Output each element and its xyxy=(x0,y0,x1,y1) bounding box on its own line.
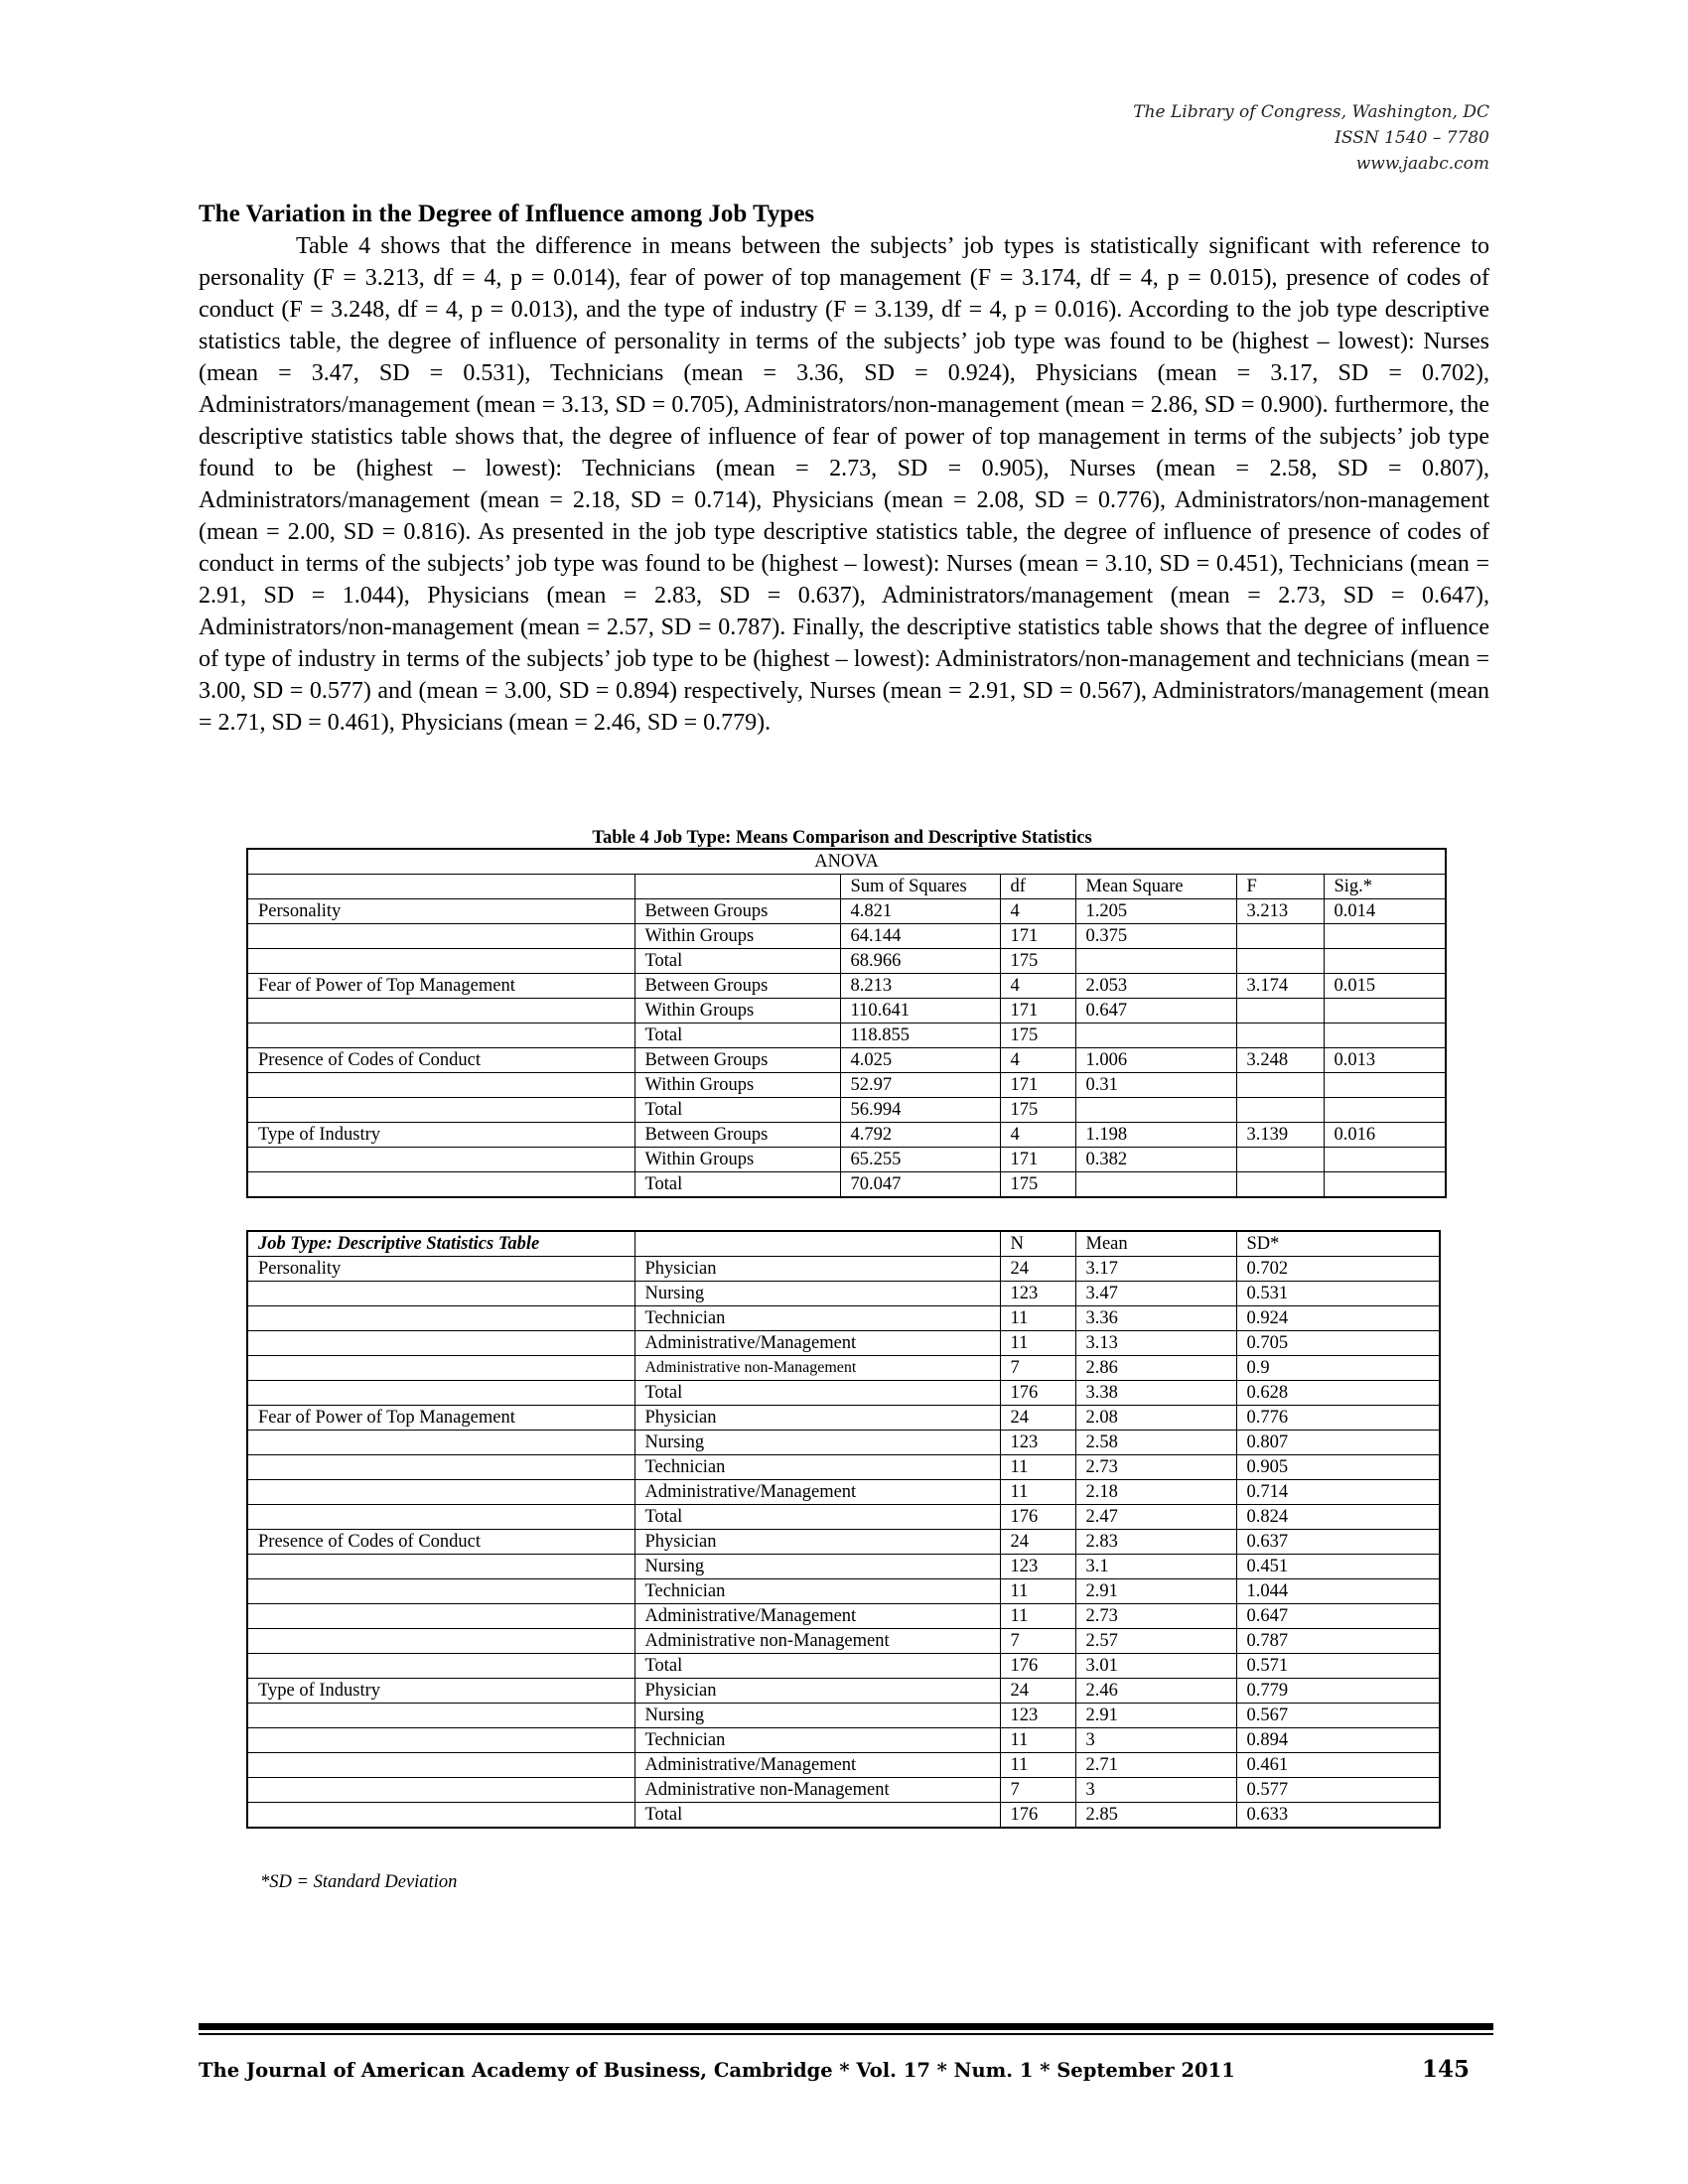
anova-cell: 175 xyxy=(1000,949,1075,974)
anova-row xyxy=(247,1073,1446,1098)
descriptive-cell xyxy=(247,1629,634,1654)
anova-cell xyxy=(1236,1073,1324,1098)
anova-cell: Between Groups xyxy=(634,1123,840,1148)
header-issn: ISSN 1540 – 7780 xyxy=(1335,128,1489,148)
descriptive-cell: 2.91 xyxy=(1075,1579,1236,1604)
anova-cell xyxy=(247,1172,634,1198)
anova-row xyxy=(247,1048,1446,1073)
descriptive-cell: 176 xyxy=(1000,1381,1075,1406)
descriptive-row xyxy=(247,1406,1440,1431)
descriptive-cell: Nursing xyxy=(634,1431,1000,1455)
descriptive-cell: 176 xyxy=(1000,1505,1075,1530)
descriptive-cell: Technician xyxy=(634,1728,1000,1753)
anova-cell xyxy=(247,1098,634,1123)
descriptive-cell: Administrative/Management xyxy=(634,1331,1000,1356)
anova-table xyxy=(246,848,1447,1198)
anova-cell xyxy=(1075,1098,1236,1123)
anova-cell xyxy=(247,1024,634,1048)
descriptive-table-label: Job Type: Descriptive Statistics Table xyxy=(247,1231,634,1257)
descriptive-cell: 2.86 xyxy=(1075,1356,1236,1381)
descriptive-cell: 0.787 xyxy=(1236,1629,1440,1654)
descriptive-stats-table xyxy=(246,1230,1441,1829)
descriptive-cell: 2.46 xyxy=(1075,1679,1236,1704)
anova-cell xyxy=(1236,1148,1324,1172)
descriptive-cell: 24 xyxy=(1000,1679,1075,1704)
anova-header-cell: Sig.* xyxy=(1324,875,1446,899)
descriptive-cell xyxy=(247,1356,634,1381)
descriptive-cell: Administrative/Management xyxy=(634,1753,1000,1778)
descriptive-cell: 2.57 xyxy=(1075,1629,1236,1654)
descriptive-cell: 2.73 xyxy=(1075,1604,1236,1629)
descriptive-cell: Total xyxy=(634,1381,1000,1406)
descriptive-row xyxy=(247,1654,1440,1679)
anova-cell: 8.213 xyxy=(840,974,1000,999)
anova-row xyxy=(247,949,1446,974)
anova-cell xyxy=(1324,1073,1446,1098)
anova-cell xyxy=(1075,1172,1236,1198)
descriptive-cell: 2.71 xyxy=(1075,1753,1236,1778)
descriptive-row xyxy=(247,1579,1440,1604)
anova-cell: Type of Industry xyxy=(247,1123,634,1148)
descriptive-cell: Presence of Codes of Conduct xyxy=(247,1530,634,1555)
descriptive-cell: 2.91 xyxy=(1075,1704,1236,1728)
descriptive-cell xyxy=(247,1555,634,1579)
anova-row xyxy=(247,1098,1446,1123)
anova-header-cell xyxy=(634,875,840,899)
descriptive-cell: 2.83 xyxy=(1075,1530,1236,1555)
descriptive-cell: 3.01 xyxy=(1075,1654,1236,1679)
anova-cell: 4 xyxy=(1000,1123,1075,1148)
anova-row xyxy=(247,924,1446,949)
anova-cell: 3.213 xyxy=(1236,899,1324,924)
descriptive-cell: 24 xyxy=(1000,1530,1075,1555)
anova-cell: Total xyxy=(634,1098,840,1123)
anova-cell: 64.144 xyxy=(840,924,1000,949)
anova-cell xyxy=(1324,924,1446,949)
anova-cell: 52.97 xyxy=(840,1073,1000,1098)
descriptive-cell: Administrative non-Management xyxy=(634,1629,1000,1654)
anova-cell: Presence of Codes of Conduct xyxy=(247,1048,634,1073)
anova-cell: Total xyxy=(634,1172,840,1198)
anova-cell xyxy=(1324,1098,1446,1123)
descriptive-row xyxy=(247,1282,1440,1306)
descriptive-row xyxy=(247,1331,1440,1356)
descriptive-header-cell: SD* xyxy=(1236,1231,1440,1257)
anova-cell: 4 xyxy=(1000,899,1075,924)
descriptive-cell: 0.567 xyxy=(1236,1704,1440,1728)
header-library: The Library of Congress, Washington, DC xyxy=(1133,102,1489,122)
anova-cell: 68.966 xyxy=(840,949,1000,974)
descriptive-cell xyxy=(247,1480,634,1505)
anova-row xyxy=(247,1148,1446,1172)
anova-cell xyxy=(247,999,634,1024)
descriptive-cell: 24 xyxy=(1000,1257,1075,1282)
descriptive-cell: Type of Industry xyxy=(247,1679,634,1704)
descriptive-cell: 2.18 xyxy=(1075,1480,1236,1505)
anova-cell: Within Groups xyxy=(634,1073,840,1098)
descriptive-row xyxy=(247,1555,1440,1579)
descriptive-row xyxy=(247,1803,1440,1829)
descriptive-cell: 3.13 xyxy=(1075,1331,1236,1356)
anova-cell: 175 xyxy=(1000,1024,1075,1048)
anova-cell: 2.053 xyxy=(1075,974,1236,999)
anova-cell: 3.139 xyxy=(1236,1123,1324,1148)
descriptive-cell xyxy=(247,1431,634,1455)
anova-cell: 4.025 xyxy=(840,1048,1000,1073)
table-caption: Table 4 Job Type: Means Comparison and Descriptive Statistics xyxy=(592,828,1092,848)
anova-cell: Total xyxy=(634,1024,840,1048)
descriptive-cell: 0.577 xyxy=(1236,1778,1440,1803)
descriptive-row xyxy=(247,1604,1440,1629)
anova-cell xyxy=(1075,1024,1236,1048)
anova-header-cell: Mean Square xyxy=(1075,875,1236,899)
anova-cell xyxy=(1236,949,1324,974)
anova-cell: 0.016 xyxy=(1324,1123,1446,1148)
descriptive-cell: 123 xyxy=(1000,1555,1075,1579)
anova-header-row xyxy=(247,875,1446,899)
anova-cell: 4 xyxy=(1000,1048,1075,1073)
descriptive-cell: Administrative non-Management xyxy=(634,1356,1000,1381)
descriptive-row xyxy=(247,1629,1440,1654)
descriptive-cell xyxy=(247,1803,634,1829)
anova-cell: Within Groups xyxy=(634,1148,840,1172)
anova-cell: 171 xyxy=(1000,1148,1075,1172)
descriptive-cell: Nursing xyxy=(634,1555,1000,1579)
anova-cell: 1.205 xyxy=(1075,899,1236,924)
anova-cell: Between Groups xyxy=(634,899,840,924)
table-footnote: *SD = Standard Deviation xyxy=(260,1872,458,1892)
anova-cell: Between Groups xyxy=(634,1048,840,1073)
descriptive-cell: 11 xyxy=(1000,1604,1075,1629)
descriptive-cell: 7 xyxy=(1000,1778,1075,1803)
anova-header-cell xyxy=(247,875,634,899)
header-website: www.jaabc.com xyxy=(1355,154,1489,174)
anova-cell xyxy=(247,1148,634,1172)
anova-row xyxy=(247,1172,1446,1198)
anova-cell: 4 xyxy=(1000,974,1075,999)
descriptive-cell: 11 xyxy=(1000,1579,1075,1604)
anova-cell: Total xyxy=(634,949,840,974)
descriptive-cell: 2.58 xyxy=(1075,1431,1236,1455)
descriptive-cell: 2.47 xyxy=(1075,1505,1236,1530)
descriptive-cell: Administrative/Management xyxy=(634,1480,1000,1505)
footer-rule-thick xyxy=(199,2023,1493,2030)
anova-cell xyxy=(1324,949,1446,974)
anova-cell: 175 xyxy=(1000,1172,1075,1198)
descriptive-cell: 11 xyxy=(1000,1753,1075,1778)
descriptive-row xyxy=(247,1704,1440,1728)
anova-cell: 65.255 xyxy=(840,1148,1000,1172)
descriptive-cell: 0.633 xyxy=(1236,1803,1440,1829)
anova-cell: Between Groups xyxy=(634,974,840,999)
running-header xyxy=(1133,99,1489,177)
anova-cell xyxy=(1236,924,1324,949)
descriptive-cell: 11 xyxy=(1000,1331,1075,1356)
anova-cell xyxy=(247,924,634,949)
anova-cell: 0.014 xyxy=(1324,899,1446,924)
anova-cell: 3.174 xyxy=(1236,974,1324,999)
descriptive-cell: 0.776 xyxy=(1236,1406,1440,1431)
descriptive-header-cell xyxy=(634,1231,1000,1257)
descriptive-cell: 0.779 xyxy=(1236,1679,1440,1704)
anova-cell: 0.382 xyxy=(1075,1148,1236,1172)
anova-cell: 0.31 xyxy=(1075,1073,1236,1098)
descriptive-cell xyxy=(247,1704,634,1728)
anova-cell: 171 xyxy=(1000,1073,1075,1098)
descriptive-cell xyxy=(247,1778,634,1803)
descriptive-cell xyxy=(247,1505,634,1530)
descriptive-cell: 1.044 xyxy=(1236,1579,1440,1604)
descriptive-cell: Technician xyxy=(634,1455,1000,1480)
descriptive-row xyxy=(247,1381,1440,1406)
anova-cell xyxy=(247,1073,634,1098)
descriptive-cell: 0.905 xyxy=(1236,1455,1440,1480)
anova-cell: 0.647 xyxy=(1075,999,1236,1024)
descriptive-cell: Administrative non-Management xyxy=(634,1778,1000,1803)
descriptive-cell: 123 xyxy=(1000,1282,1075,1306)
journal-footer: The Journal of American Academy of Business, Cambridge * Vol. 17 * Num. 1 * September 2011 xyxy=(199,2059,1235,2082)
descriptive-cell: Fear of Power of Top Management xyxy=(247,1406,634,1431)
anova-cell xyxy=(1236,999,1324,1024)
descriptive-cell xyxy=(247,1331,634,1356)
descriptive-cell: Physician xyxy=(634,1679,1000,1704)
descriptive-row xyxy=(247,1505,1440,1530)
descriptive-row xyxy=(247,1306,1440,1331)
anova-cell: 1.198 xyxy=(1075,1123,1236,1148)
descriptive-cell: 0.647 xyxy=(1236,1604,1440,1629)
anova-header-cell: df xyxy=(1000,875,1075,899)
anova-cell: Within Groups xyxy=(634,999,840,1024)
descriptive-cell: Total xyxy=(634,1654,1000,1679)
anova-cell xyxy=(247,949,634,974)
descriptive-cell: Nursing xyxy=(634,1282,1000,1306)
descriptive-cell xyxy=(247,1579,634,1604)
descriptive-cell: 3 xyxy=(1075,1778,1236,1803)
descriptive-cell: 11 xyxy=(1000,1306,1075,1331)
anova-cell: 0.013 xyxy=(1324,1048,1446,1073)
descriptive-cell xyxy=(247,1455,634,1480)
descriptive-row xyxy=(247,1480,1440,1505)
descriptive-cell: 0.807 xyxy=(1236,1431,1440,1455)
anova-title-row xyxy=(247,849,1446,875)
anova-title: ANOVA xyxy=(247,849,1446,875)
anova-cell xyxy=(1236,1098,1324,1123)
anova-cell: 4.792 xyxy=(840,1123,1000,1148)
descriptive-cell: 176 xyxy=(1000,1654,1075,1679)
descriptive-cell: Personality xyxy=(247,1257,634,1282)
descriptive-cell: Total xyxy=(634,1803,1000,1829)
descriptive-cell xyxy=(247,1306,634,1331)
anova-cell: 3.248 xyxy=(1236,1048,1324,1073)
descriptive-row xyxy=(247,1530,1440,1555)
anova-cell: Fear of Power of Top Management xyxy=(247,974,634,999)
anova-cell: Within Groups xyxy=(634,924,840,949)
descriptive-cell xyxy=(247,1753,634,1778)
descriptive-row xyxy=(247,1728,1440,1753)
anova-cell: 175 xyxy=(1000,1098,1075,1123)
anova-cell: 171 xyxy=(1000,924,1075,949)
descriptive-cell: 0.531 xyxy=(1236,1282,1440,1306)
descriptive-cell: 2.73 xyxy=(1075,1455,1236,1480)
anova-cell: Personality xyxy=(247,899,634,924)
descriptive-cell: Physician xyxy=(634,1406,1000,1431)
descriptive-cell: 123 xyxy=(1000,1704,1075,1728)
descriptive-cell xyxy=(247,1604,634,1629)
descriptive-cell: Total xyxy=(634,1505,1000,1530)
anova-cell: 4.821 xyxy=(840,899,1000,924)
descriptive-cell: 3.1 xyxy=(1075,1555,1236,1579)
descriptive-cell: 0.637 xyxy=(1236,1530,1440,1555)
descriptive-row xyxy=(247,1431,1440,1455)
anova-cell xyxy=(1324,1024,1446,1048)
descriptive-cell: Technician xyxy=(634,1579,1000,1604)
anova-cell: 0.375 xyxy=(1075,924,1236,949)
descriptive-cell: 3.17 xyxy=(1075,1257,1236,1282)
descriptive-header-cell: Mean xyxy=(1075,1231,1236,1257)
descriptive-cell: Technician xyxy=(634,1306,1000,1331)
page-number: 145 xyxy=(1421,2056,1470,2083)
descriptive-cell: 0.571 xyxy=(1236,1654,1440,1679)
anova-cell: 1.006 xyxy=(1075,1048,1236,1073)
descriptive-row xyxy=(247,1778,1440,1803)
section-title: The Variation in the Degree of Influence among Job Types xyxy=(199,201,815,227)
descriptive-row xyxy=(247,1679,1440,1704)
descriptive-cell: Nursing xyxy=(634,1704,1000,1728)
descriptive-cell: 0.628 xyxy=(1236,1381,1440,1406)
footer-rule-thin xyxy=(199,2033,1493,2035)
descriptive-cell: 0.461 xyxy=(1236,1753,1440,1778)
anova-cell: 110.641 xyxy=(840,999,1000,1024)
descriptive-cell: 176 xyxy=(1000,1803,1075,1829)
descriptive-row xyxy=(247,1356,1440,1381)
anova-cell: 70.047 xyxy=(840,1172,1000,1198)
descriptive-cell: 0.451 xyxy=(1236,1555,1440,1579)
descriptive-cell: 0.894 xyxy=(1236,1728,1440,1753)
descriptive-cell: 0.924 xyxy=(1236,1306,1440,1331)
anova-cell: 118.855 xyxy=(840,1024,1000,1048)
descriptive-cell: 0.702 xyxy=(1236,1257,1440,1282)
descriptive-cell: 11 xyxy=(1000,1480,1075,1505)
descriptive-cell: 11 xyxy=(1000,1728,1075,1753)
descriptive-cell: 3.38 xyxy=(1075,1381,1236,1406)
descriptive-cell: 11 xyxy=(1000,1455,1075,1480)
anova-row xyxy=(247,974,1446,999)
anova-row xyxy=(247,1123,1446,1148)
descriptive-cell xyxy=(247,1654,634,1679)
descriptive-cell: 24 xyxy=(1000,1406,1075,1431)
descriptive-cell: 0.705 xyxy=(1236,1331,1440,1356)
descriptive-row xyxy=(247,1257,1440,1282)
descriptive-row xyxy=(247,1455,1440,1480)
anova-cell: 56.994 xyxy=(840,1098,1000,1123)
body-paragraph: Table 4 shows that the difference in means between the subjects’ job types is statistically significant with reference to personality (F = 3.213, df = 4, p = 0.014), fear of power of top management (F = 3.174, df = 4, p = 0.015), presence of codes of conduct (F = 3.248, df = 4, p = 0.013), and the type of industry (F = 3.139, df = 4, p = 0.016). According to the job type descriptive statistics table, the degree of influence of personality in terms of the subjects’ job type was found to be (highest – lowest): Nurses (mean = 3.47, SD = 0.531), Technicians (mean = 3.36, SD = 0.924), Physicians (mean = 3.17, SD = 0.702), Administrators/management (mean = 3.13, SD = 0.705), Administrators/non-management (mean = 2.86, SD = 0.900). furthermore, the descriptive statistics table shows that, the degree of influence of fear of power of top management in terms of the subjects’ job type found to be (highest – lowest): Technicians (mean = 2.73, SD = 0.905), Nurses (mean = 2.58, SD = 0.807), Administrators/management (mean = 2.18, SD = 0.714), Physicians (mean = 2.08, SD = 0.776), Administrators/non-management (mean = 2.00, SD = 0.816). As presented in the job type descriptive statistics table, the degree of influence of presence of codes of conduct in terms of the subjects’ job type was found to be (highest – lowest): Nurses (mean = 3.10, SD = 0.451), Technicians (mean = 2.91, SD = 1.044), Physicians (mean = 2.83, SD = 0.637), Administrators/management (mean = 2.73, SD = 0.647), Administrators/non-management (mean = 2.57, SD = 0.787). Finally, the descriptive statistics table shows that the degree of influence of type of industry in terms of the subjects’ job type to be (highest – lowest): Administrators/non-management and technicians (mean = 3.00, SD = 0.577) and (mean = 3.00, SD = 0.894) respectively, Nurses (mean = 2.91, SD = 0.567), Administrators/management (mean = 2.71, SD = 0.461), Physicians (mean = 2.46, SD = 0.779). xyxy=(199,233,1489,736)
anova-cell xyxy=(1324,999,1446,1024)
descriptive-cell: 123 xyxy=(1000,1431,1075,1455)
descriptive-header-row xyxy=(247,1231,1440,1257)
descriptive-cell: 7 xyxy=(1000,1629,1075,1654)
anova-cell: 171 xyxy=(1000,999,1075,1024)
anova-header-cell: F xyxy=(1236,875,1324,899)
anova-cell: 0.015 xyxy=(1324,974,1446,999)
anova-cell xyxy=(1075,949,1236,974)
descriptive-cell: 2.08 xyxy=(1075,1406,1236,1431)
anova-cell xyxy=(1324,1172,1446,1198)
descriptive-row xyxy=(247,1753,1440,1778)
descriptive-cell xyxy=(247,1728,634,1753)
descriptive-cell: 0.714 xyxy=(1236,1480,1440,1505)
anova-cell xyxy=(1236,1172,1324,1198)
descriptive-cell: Administrative/Management xyxy=(634,1604,1000,1629)
anova-cell xyxy=(1236,1024,1324,1048)
descriptive-header-cell: N xyxy=(1000,1231,1075,1257)
descriptive-cell: 3 xyxy=(1075,1728,1236,1753)
anova-row xyxy=(247,999,1446,1024)
descriptive-cell: Physician xyxy=(634,1530,1000,1555)
descriptive-cell: 7 xyxy=(1000,1356,1075,1381)
anova-row xyxy=(247,899,1446,924)
anova-header-cell: Sum of Squares xyxy=(840,875,1000,899)
descriptive-cell: Physician xyxy=(634,1257,1000,1282)
descriptive-cell: 2.85 xyxy=(1075,1803,1236,1829)
descriptive-cell: 3.47 xyxy=(1075,1282,1236,1306)
descriptive-cell: 0.824 xyxy=(1236,1505,1440,1530)
anova-cell xyxy=(1324,1148,1446,1172)
descriptive-cell: 0.9 xyxy=(1236,1356,1440,1381)
descriptive-cell xyxy=(247,1381,634,1406)
descriptive-cell xyxy=(247,1282,634,1306)
anova-row xyxy=(247,1024,1446,1048)
descriptive-cell: 3.36 xyxy=(1075,1306,1236,1331)
